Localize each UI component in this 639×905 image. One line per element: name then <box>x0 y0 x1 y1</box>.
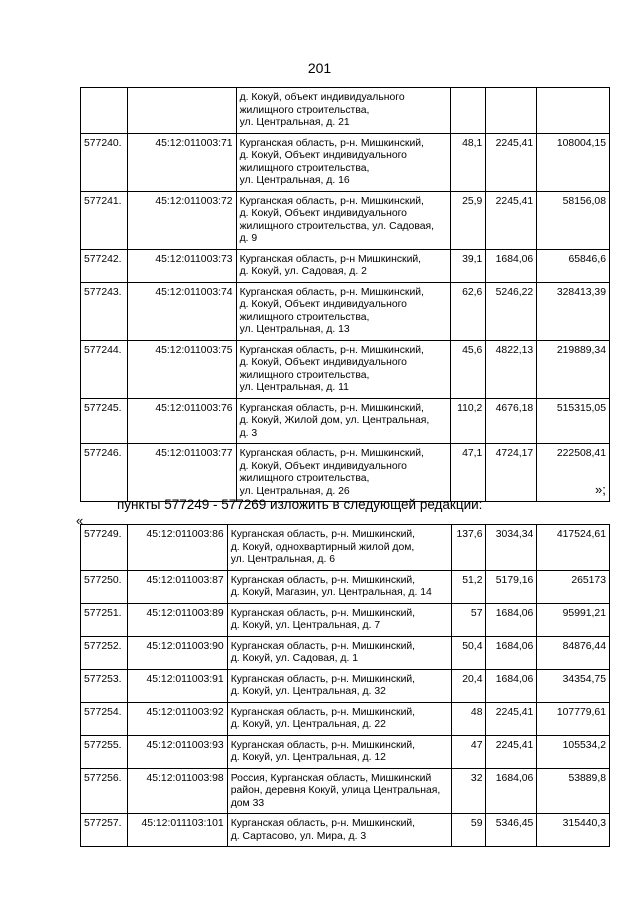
address-line: д. Кокуй, Объект индивидуального <box>239 299 407 310</box>
area-cell: 62,6 <box>451 282 486 340</box>
item-number-cell: 577251. <box>81 603 128 636</box>
table-row <box>81 282 610 340</box>
address-line: дом 33 <box>230 797 265 809</box>
address-line: Курганская область, р-н. Мишкинский, <box>230 818 416 829</box>
area-cell: 47,1 <box>451 444 486 502</box>
item-number-cell: 577249. <box>81 525 128 571</box>
cadastral-value-cell: 107779,61 <box>537 702 610 735</box>
table-row <box>81 636 610 669</box>
area-cell: 137,6 <box>451 525 486 571</box>
cadastral-value-cell: 417524,61 <box>537 525 610 571</box>
cadastral-value-cell: 105534,2 <box>537 735 610 768</box>
table-row <box>81 249 610 282</box>
cadastral-value-cell: 34354,75 <box>537 669 610 702</box>
item-number-cell: 577246. <box>81 444 128 502</box>
address-line: д. 3 <box>239 427 258 439</box>
address-line: д. Кокуй, однохвартирный жилой дом, <box>230 541 415 553</box>
table-row <box>81 603 610 636</box>
address-cell <box>236 133 451 191</box>
cadastral-number-cell: 45:12:011003:89 <box>127 603 227 636</box>
address-cell <box>236 282 451 340</box>
unit-value-cell: 1684,06 <box>486 603 537 636</box>
address-line: д. Кокуй, объект индивидуального <box>239 92 405 103</box>
address-line: Россия, Курганская область, Мишкинский <box>230 772 432 784</box>
item-number-cell: 577240. <box>81 133 128 191</box>
address-line: Курганская область, р-н. Мишкинский, <box>230 607 416 619</box>
table-row <box>81 398 610 444</box>
address-line: жилищного строительства, <box>239 162 370 174</box>
cadastral-number-cell: 45:12:011003:93 <box>127 735 227 768</box>
cadastral-value-cell <box>537 88 610 134</box>
address-line: д. Кокуй, Магазин, ул. Центральная, д. 14 <box>230 587 432 598</box>
address-line: д. Кокуй, Жилой дом, ул. Центральная, <box>239 415 430 426</box>
address-cell <box>227 702 451 735</box>
unit-value-cell: 2245,41 <box>486 133 537 191</box>
address-line: д. Кокуй, ул. Садовая, д. 2 <box>239 266 367 277</box>
item-number-cell: 577244. <box>81 340 128 398</box>
address-line: д. Кокуй, Объект индивидуального <box>239 357 407 368</box>
cadastral-value-cell: 265173 <box>537 570 610 603</box>
address-cell <box>227 636 451 669</box>
area-cell: 59 <box>451 814 486 847</box>
table-row <box>81 735 610 768</box>
address-line: д. Кокуй, Объект индивидуального <box>239 208 407 219</box>
address-line: ул. Центральная, д. 13 <box>239 324 350 335</box>
address-line: д. Кокуй, ул. Центральная, д. 12 <box>230 752 386 763</box>
area-cell: 20,4 <box>451 669 486 702</box>
item-number-cell: 577245. <box>81 398 128 444</box>
cadastral-number-cell: 45:12:011003:77 <box>127 444 236 502</box>
cadastral-value-cell: 53889,8 <box>537 768 610 814</box>
unit-value-cell: 1684,06 <box>486 636 537 669</box>
address-line: Курганская область, р-н. Мишкинский, <box>239 137 424 149</box>
address-line: д. 9 <box>239 233 258 244</box>
unit-value-cell: 5346,45 <box>486 814 537 847</box>
address-line: Курганская область, р-н. Мишкинский, <box>239 195 424 207</box>
address-line: ул. Центральная, д. 16 <box>239 175 350 186</box>
page-number: 201 <box>307 60 332 76</box>
area-cell: 45,6 <box>451 340 486 398</box>
item-number-cell: 577254. <box>81 702 128 735</box>
address-line: район, деревня Кокуй, улица Центральная, <box>230 785 441 796</box>
closing-quote-mark: »; <box>595 482 606 497</box>
address-line: Курганская область, р-н. Мишкинский, <box>230 673 416 685</box>
unit-value-cell: 5246,22 <box>486 282 537 340</box>
item-number-cell: 577253. <box>81 669 128 702</box>
amendment-instruction: пункты 577249 - 577269 изложить в следующей редакции: <box>117 497 483 512</box>
address-line: Курганская область, р-н. Мишкинский, <box>230 529 416 540</box>
unit-value-cell: 2245,41 <box>486 191 537 249</box>
item-number-cell: 577250. <box>81 570 128 603</box>
address-line: д. Сартасово, ул. Мира, д. 3 <box>230 830 367 842</box>
cadastral-value-cell: 315440,3 <box>537 814 610 847</box>
address-line: Курганская область, р-н. Мишкинский, <box>239 402 424 414</box>
address-line: д. Кокуй, ул. Центральная, д. 32 <box>230 686 386 697</box>
cadastral-value-cell: 95991,21 <box>537 603 610 636</box>
address-cell <box>227 768 451 814</box>
cadastral-value-cell: 84876,44 <box>537 636 610 669</box>
property-table-amended <box>80 524 610 847</box>
address-line: ул. Центральная, д. 6 <box>230 554 336 565</box>
cadastral-number-cell: 45:12:011003:86 <box>127 525 227 571</box>
table-row <box>81 340 610 398</box>
unit-value-cell: 2245,41 <box>486 735 537 768</box>
table-row <box>81 191 610 249</box>
table-row <box>81 814 610 847</box>
cadastral-number-cell: 45:12:011003:91 <box>127 669 227 702</box>
address-line: ул. Центральная, д. 11 <box>239 382 349 393</box>
cadastral-value-cell: 219889,34 <box>537 340 610 398</box>
area-cell: 48 <box>451 702 486 735</box>
address-line: д. Кокуй, ул. Центральная, д. 7 <box>230 620 381 631</box>
area-cell: 32 <box>451 768 486 814</box>
table-row <box>81 133 610 191</box>
area-cell: 39,1 <box>451 249 486 282</box>
address-line: жилищного строительства, ул. Садовая, <box>239 220 435 232</box>
address-line: д. Кокуй, Объект индивидуального <box>239 150 407 161</box>
table-row <box>81 669 610 702</box>
area-cell: 57 <box>451 603 486 636</box>
address-cell <box>227 603 451 636</box>
property-table-continued <box>80 87 610 502</box>
address-line: Курганская область, р-н. Мишкинский, <box>239 448 424 459</box>
cadastral-number-cell: 45:12:011003:73 <box>127 249 236 282</box>
address-cell <box>227 570 451 603</box>
unit-value-cell: 1684,06 <box>486 669 537 702</box>
address-line: жилищного строительства, <box>239 369 370 381</box>
address-line: жилищного строительства, <box>239 104 370 116</box>
unit-value-cell: 4676,18 <box>486 398 537 444</box>
address-cell <box>236 398 451 444</box>
cadastral-number-cell: 45:12:011003:72 <box>127 191 236 249</box>
area-cell: 110,2 <box>451 398 486 444</box>
cadastral-number-cell: 45:12:011103:101 <box>127 814 227 847</box>
table-body <box>81 525 610 847</box>
unit-value-cell <box>486 88 537 134</box>
table-row <box>81 525 610 571</box>
cadastral-number-cell: 45:12:011003:71 <box>127 133 236 191</box>
item-number-cell: 577243. <box>81 282 128 340</box>
address-line: жилищного строительства, <box>239 473 370 484</box>
address-line: д. Кокуй, ул. Центральная, д. 22 <box>230 719 386 730</box>
table-row <box>81 570 610 603</box>
address-cell <box>227 814 451 847</box>
unit-value-cell: 4822,13 <box>486 340 537 398</box>
unit-value-cell: 5179,16 <box>486 570 537 603</box>
cadastral-number-cell <box>127 88 236 134</box>
area-cell <box>451 88 486 134</box>
area-cell: 25,9 <box>451 191 486 249</box>
address-line: д. Кокуй, ул. Садовая, д. 1 <box>230 653 359 664</box>
address-line: ул. Центральная, д. 26 <box>239 485 350 497</box>
cadastral-value-cell: 328413,39 <box>537 282 610 340</box>
unit-value-cell: 1684,06 <box>486 249 537 282</box>
cadastral-number-cell: 45:12:011003:75 <box>127 340 236 398</box>
cadastral-number-cell: 45:12:011003:92 <box>127 702 227 735</box>
item-number-cell: 577256. <box>81 768 128 814</box>
address-cell <box>236 88 451 134</box>
address-cell <box>236 444 451 502</box>
item-number-cell: 577241. <box>81 191 128 249</box>
area-cell: 48,1 <box>451 133 486 191</box>
table-row <box>81 88 610 134</box>
address-line: д. Кокуй, Объект индивидуального <box>239 460 407 472</box>
item-number-cell: 577257. <box>81 814 128 847</box>
cadastral-number-cell: 45:12:011003:87 <box>127 570 227 603</box>
address-cell <box>236 191 451 249</box>
address-line: Курганская область, р-н. Мишкинский, <box>230 706 416 718</box>
cadastral-value-cell: 222508,41 <box>537 444 610 502</box>
address-cell <box>227 735 451 768</box>
address-line: Курганская область, р-н. Мишкинский, <box>239 344 424 356</box>
address-line: Курганская область, р-н. Мишкинский, <box>230 574 416 586</box>
address-line: ул. Центральная, д. 21 <box>239 117 350 128</box>
address-line: жилищного строительства, <box>239 311 370 323</box>
unit-value-cell: 2245,41 <box>486 702 537 735</box>
opening-quote-mark: « <box>76 513 84 528</box>
area-cell: 50,4 <box>451 636 486 669</box>
table-row <box>81 768 610 814</box>
item-number-cell <box>81 88 128 134</box>
address-cell <box>236 249 451 282</box>
area-cell: 51,2 <box>451 570 486 603</box>
address-line: Курганская область, р-н. Мишкинский, <box>239 286 424 298</box>
cadastral-value-cell: 515315,05 <box>537 398 610 444</box>
unit-value-cell: 1684,06 <box>486 768 537 814</box>
cadastral-number-cell: 45:12:011003:98 <box>127 768 227 814</box>
unit-value-cell: 3034,34 <box>486 525 537 571</box>
table-row <box>81 702 610 735</box>
cadastral-value-cell: 65846,6 <box>537 249 610 282</box>
address-cell <box>227 669 451 702</box>
address-line: Курганская область, р-н. Мишкинский, <box>230 640 416 652</box>
address-cell <box>236 340 451 398</box>
table-row <box>81 444 610 502</box>
address-line: Курганская область, р-н Мишкинский, <box>239 253 422 265</box>
cadastral-number-cell: 45:12:011003:90 <box>127 636 227 669</box>
unit-value-cell: 4724,17 <box>486 444 537 502</box>
cadastral-value-cell: 58156,08 <box>537 191 610 249</box>
item-number-cell: 577255. <box>81 735 128 768</box>
item-number-cell: 577242. <box>81 249 128 282</box>
cadastral-number-cell: 45:12:011003:74 <box>127 282 236 340</box>
area-cell: 47 <box>451 735 486 768</box>
address-cell <box>227 525 451 571</box>
cadastral-value-cell: 108004,15 <box>537 133 610 191</box>
item-number-cell: 577252. <box>81 636 128 669</box>
table-body <box>81 88 610 502</box>
address-line: Курганская область, р-н. Мишкинский, <box>230 739 416 751</box>
cadastral-number-cell: 45:12:011003:76 <box>127 398 236 444</box>
